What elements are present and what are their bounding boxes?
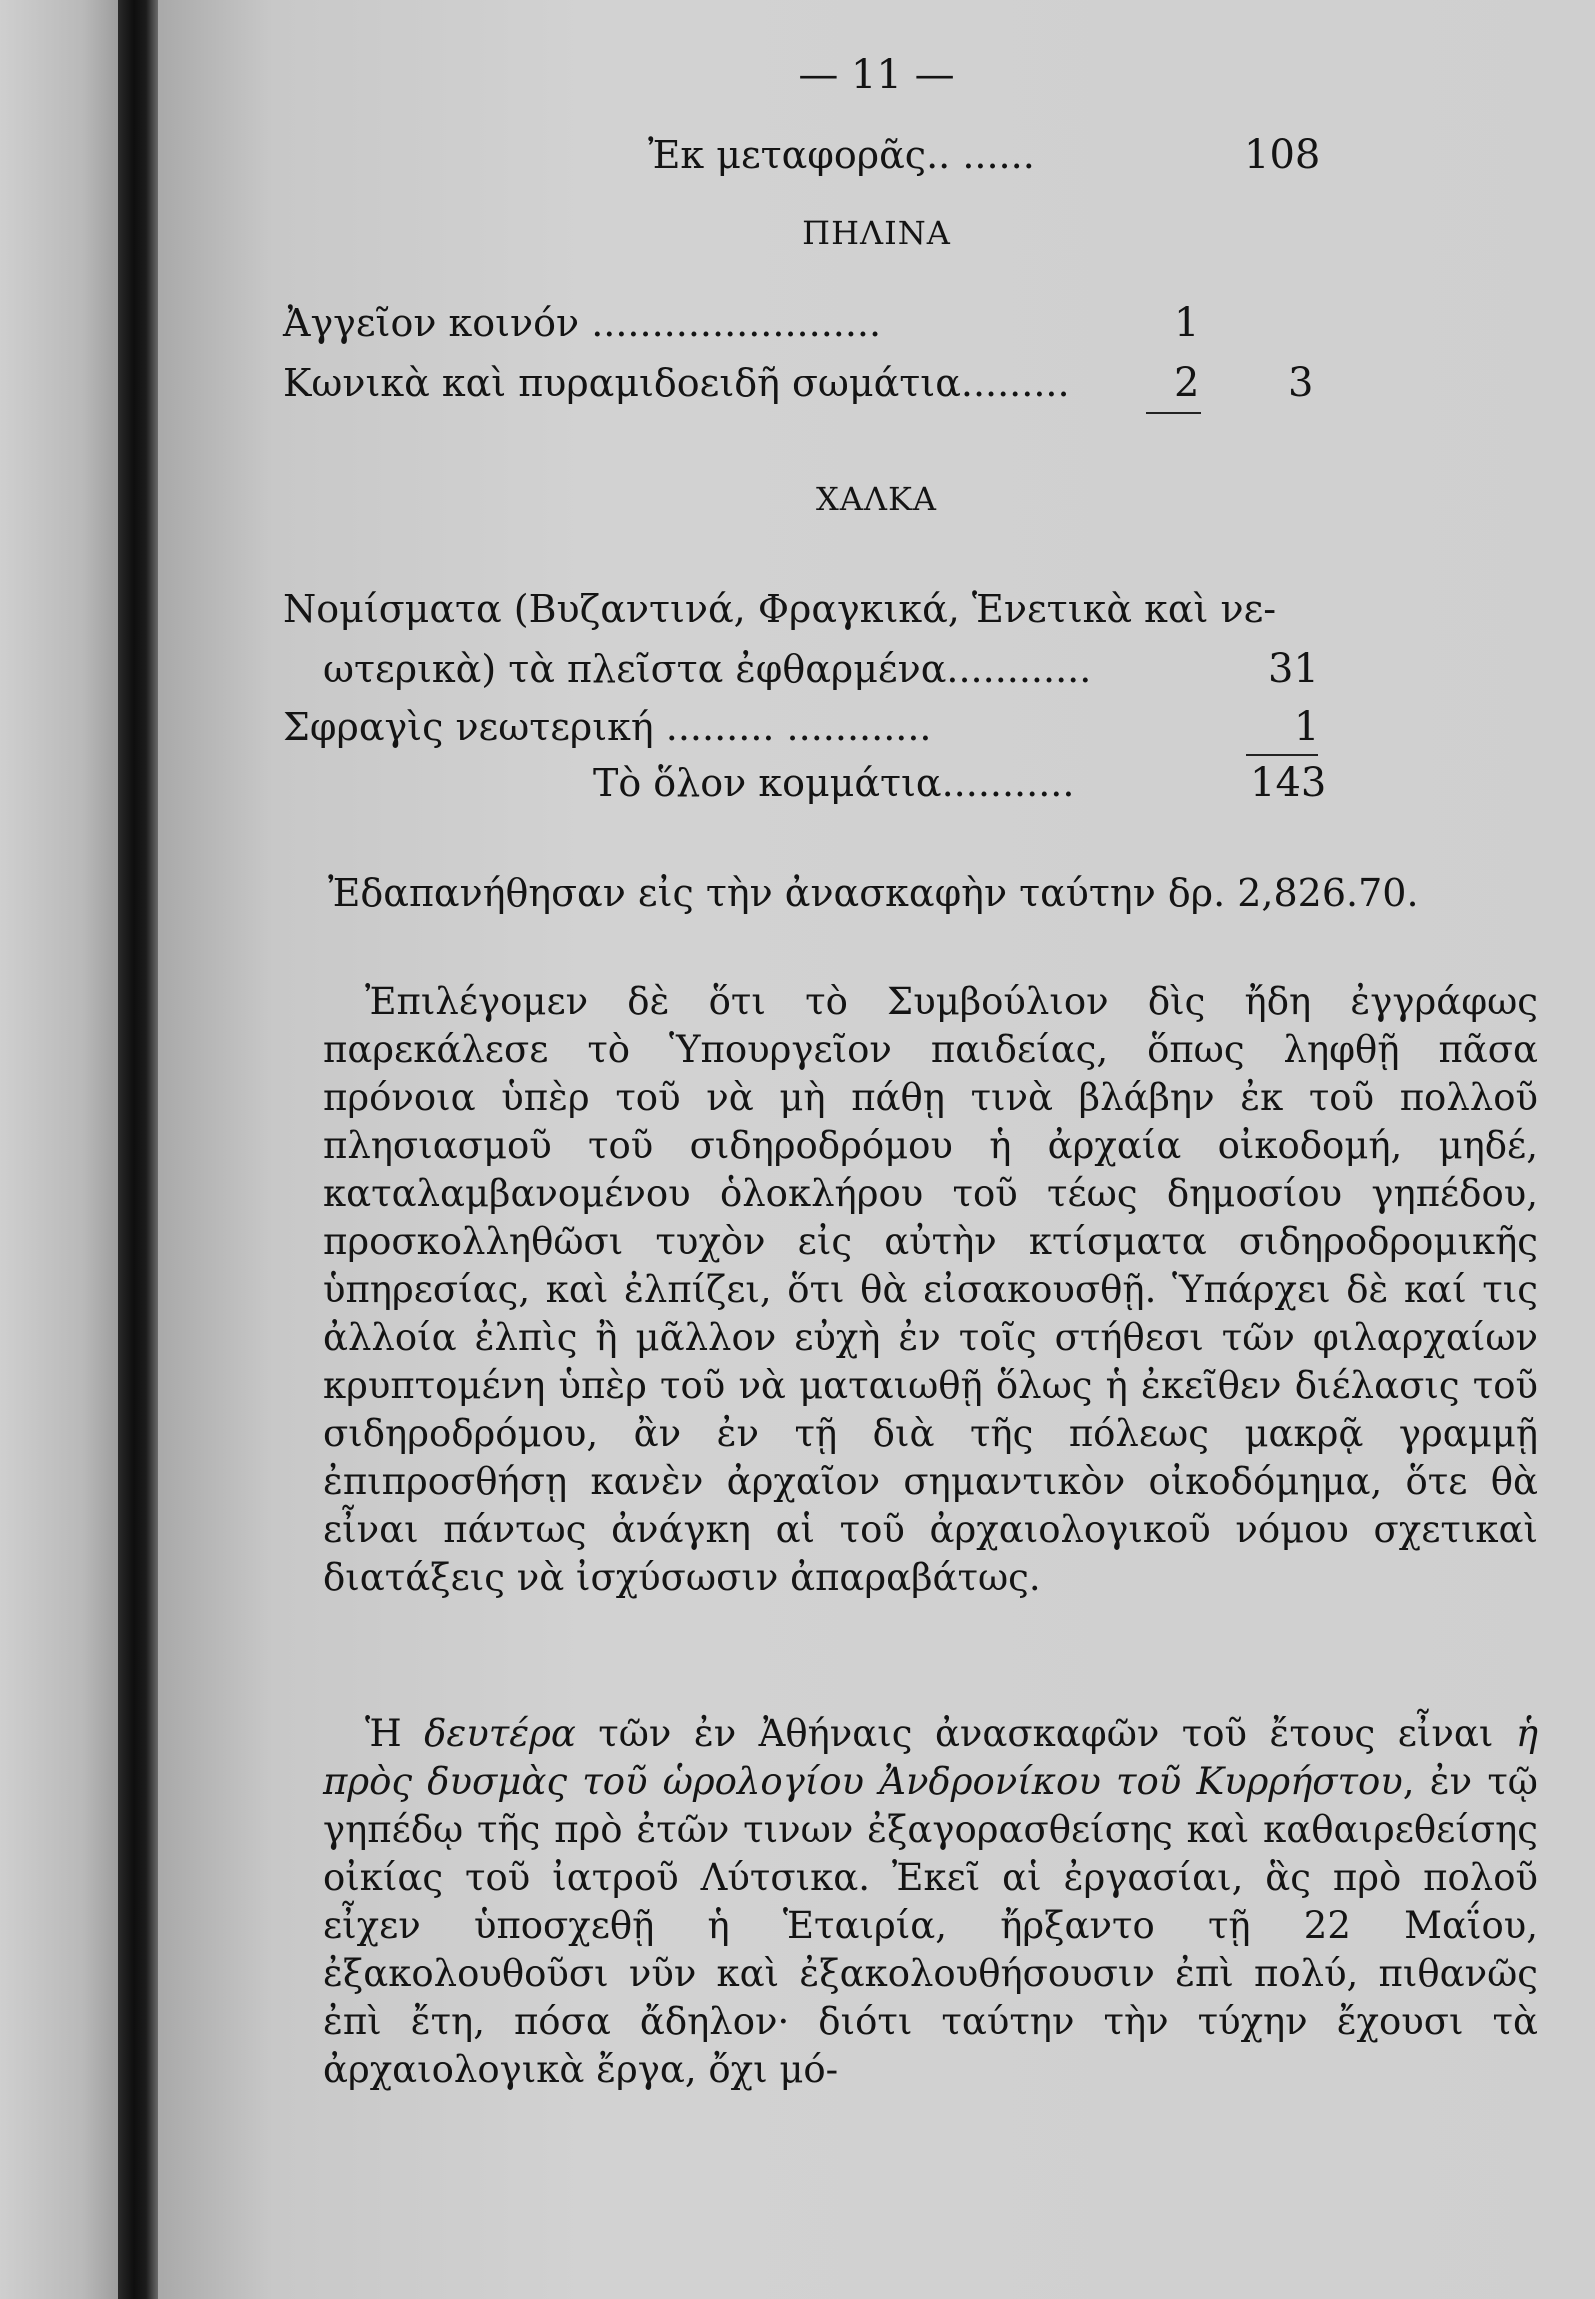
item-count: 31 bbox=[1268, 646, 1319, 692]
book-page bbox=[158, 0, 1595, 2299]
total-value: 143 bbox=[1250, 760, 1327, 806]
total-rule bbox=[1246, 754, 1318, 756]
item-label: Ἀγγεῖον κοινόν ........................ bbox=[283, 301, 882, 345]
carry-forward-value: 108 bbox=[1244, 132, 1321, 178]
paragraph-2-italic: δευτέρα bbox=[424, 1712, 576, 1755]
paragraph-2-text: Ἡ bbox=[365, 1712, 425, 1755]
paragraph-2 bbox=[323, 1710, 1538, 2094]
subtotal-rule bbox=[1146, 412, 1201, 414]
section-title-pilina: ΠΗΛΙΝΑ bbox=[802, 214, 951, 252]
paragraph-2-text: τῶν ἐν Ἀθήναις ἀνασκαφῶν τοῦ ἔτους εἶναι bbox=[575, 1712, 1516, 1755]
item-count: 1 bbox=[1294, 704, 1320, 750]
paragraph-2-text: , ἐν τῷ γηπέδῳ τῆς πρὸ ἐτῶν τινων ἐξαγορασθείσης καὶ καθαιρεθείσης οἰκίας τοῦ ἰατροῦ Λύτσικα. Ἐκεῖ αἱ ἐργασίαι, ἃς πρὸ πολοῦ εἶχεν ὑποσχεθῇ ἡ Ἑταιρία, ἤρξαντο τῇ 22 Μαΐου, ἐξακολουθοῦσι νῦν καὶ ἐξακολουθήσουσιν ἐπὶ πολύ, πιθανῶς ἐπὶ ἔτη, πόσα ἄδηλον· διότι ταύτην τὴν τύχην ἔχουσι τὰ ἀρχαιολογικὰ ἔργα, ὄχι μό- bbox=[323, 1760, 1538, 2091]
expenditure-text: Ἐδαπανήθησαν εἰς τὴν ἀνασκαφὴν ταύτην δρ. 2,826.70. bbox=[328, 871, 1419, 915]
book-spine bbox=[118, 0, 158, 2299]
total-label: Τὸ ὅλον κομμάτια........... bbox=[593, 761, 1075, 805]
page-number: — 11 — bbox=[798, 52, 955, 98]
paragraph-2-italic: ἡ πρὸς δυσμὰς τοῦ ὡρολογίου Ἀνδρονίκου τοῦ Κυρρήστου bbox=[323, 1712, 1538, 1803]
carry-forward-label: Ἐκ μεταφορᾶς.. ...... bbox=[648, 133, 1035, 177]
item-label: ωτερικὰ) τὰ πλεῖστα ἐφθαρμένα............ bbox=[323, 647, 1092, 691]
paragraph-1 bbox=[323, 978, 1538, 1602]
item-count: 2 bbox=[1174, 360, 1200, 406]
item-label: Σφραγὶς νεωτερική ......... ............ bbox=[283, 705, 932, 749]
item-label: Νομίσματα (Βυζαντινά, Φραγκικά, Ἑνετικὰ καὶ νε- bbox=[283, 587, 1277, 631]
subtotal-value: 3 bbox=[1288, 360, 1314, 406]
item-label: Κωνικὰ καὶ πυραμιδοειδῆ σωμάτια......... bbox=[283, 361, 1070, 405]
item-count: 1 bbox=[1174, 300, 1200, 346]
left-margin bbox=[0, 0, 118, 2299]
section-title-chalka: ΧΑΛΚΑ bbox=[815, 480, 937, 518]
paragraph-1-text: Ἐπιλέγομεν δὲ ὅτι τὸ Συμβούλιον δὶς ἤδη ἐγγράφως παρεκάλεσε τὸ Ὑπουργεῖον παιδείας, ὅπως ληφθῇ πᾶσα πρόνοια ὑπὲρ τοῦ νὰ μὴ πάθῃ τινὰ βλάβην ἐκ τοῦ πολλοῦ πλησιασμοῦ τοῦ σιδηροδρόμου ἡ ἀρχαία οἰκοδομή, μηδέ, καταλαμβανομένου ὁλοκλήρου τοῦ τέως δημοσίου γηπέδου, προσκολληθῶσι τυχὸν εἰς αὐτὴν κτίσματα σιδηροδρομικῆς ὑπηρεσίας, καὶ ἐλπίζει, ὅτι θὰ εἰσακουσθῇ. Ὑπάρχει δὲ καί τις ἀλλοία ἐλπὶς ἢ μᾶλλον εὐχὴ ἐν τοῖς στήθεσι τῶν φιλαρχαίων κρυπτομένη ὑπὲρ τοῦ νὰ ματαιωθῇ ὅλως ἡ ἐκεῖθεν διέλασις τοῦ σιδηροδρόμου, ἂν ἐν τῇ διὰ τῆς πόλεως μακρᾷ γραμμῇ ἐπιπροσθήσῃ κανὲν ἀρχαῖον σημαντικὸν οἰκοδόμημα, ὅτε θὰ εἶναι πάντως ἀνάγκη αἱ τοῦ ἀρχαιολογικοῦ νόμου σχετικαὶ διατάξεις νὰ ἰσχύσωσιν ἀπαραβάτως. bbox=[323, 980, 1538, 1599]
